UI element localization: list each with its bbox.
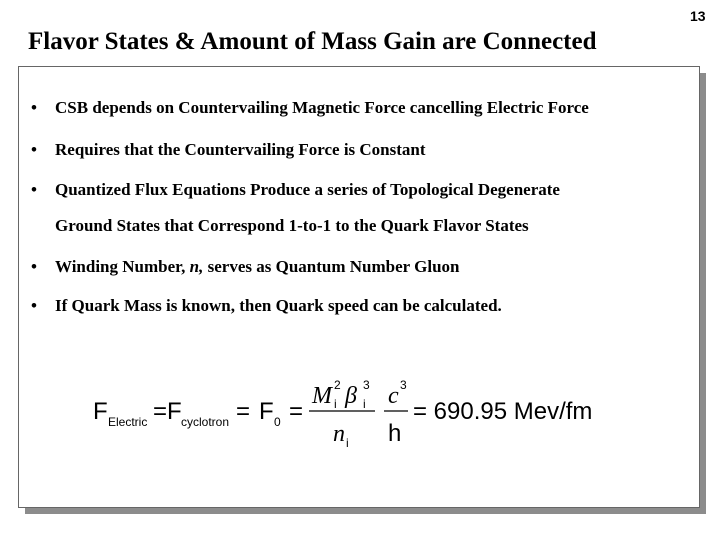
formula-beta: β	[345, 383, 357, 409]
bullet-text-line1: Quantized Flux Equations Produce a series of Topological Degenerate	[55, 180, 560, 199]
formula-sub-i-2: i	[363, 397, 366, 411]
formula-sub-i-1: i	[334, 397, 337, 411]
formula-sub-zero: 0	[274, 415, 281, 429]
bullet-marker: •	[31, 180, 37, 199]
formula-f-zero: F	[259, 398, 274, 425]
formula-c: c	[388, 383, 399, 409]
formula-n: n	[333, 421, 345, 447]
slide-title: Flavor States & Amount of Mass Gain are Connected	[28, 28, 597, 55]
formula-h: h	[388, 420, 402, 447]
bullet-text: CSB depends on Countervailing Magnetic Force cancelling Electric Force	[55, 98, 589, 117]
slide-number: 13	[690, 8, 706, 24]
content-box	[18, 66, 700, 508]
bullet-marker: •	[31, 140, 37, 159]
bullet-text-before: Winding Number,	[55, 257, 190, 276]
bullet-marker: •	[31, 296, 37, 315]
bullet-marker: •	[31, 257, 37, 276]
bullet-marker: •	[31, 98, 37, 117]
bullet-text: If Quark Mass is known, then Quark speed can be calculated.	[55, 296, 502, 315]
formula-sup-3-c: 3	[400, 378, 407, 392]
bullet-text-line2: Ground States that Correspond 1-to-1 to the Quark Flavor States	[55, 216, 529, 235]
bullet-text: Requires that the Countervailing Force is Constant	[55, 140, 426, 159]
bullet-text-after: serves as Quantum Number Gluon	[203, 257, 460, 276]
formula-sub-i-3: i	[346, 436, 349, 450]
formula-mass-m: M	[312, 383, 332, 409]
bullet-text-italic-n: n,	[189, 257, 204, 276]
formula-sup-3-beta: 3	[363, 378, 370, 392]
formula-equals-1: =	[236, 398, 251, 425]
formula-eq-f: =F	[153, 398, 182, 425]
formula-sub-cyclotron: cyclotron	[181, 415, 230, 429]
force-equation	[19, 67, 699, 507]
formula-sub-electric: Electric	[108, 415, 148, 429]
formula-sup-2: 2	[334, 378, 341, 392]
formula-result: = 690.95 Mev/fm	[413, 398, 593, 425]
formula-equals-2: =	[289, 398, 304, 425]
formula-f-electric: F	[93, 398, 108, 425]
